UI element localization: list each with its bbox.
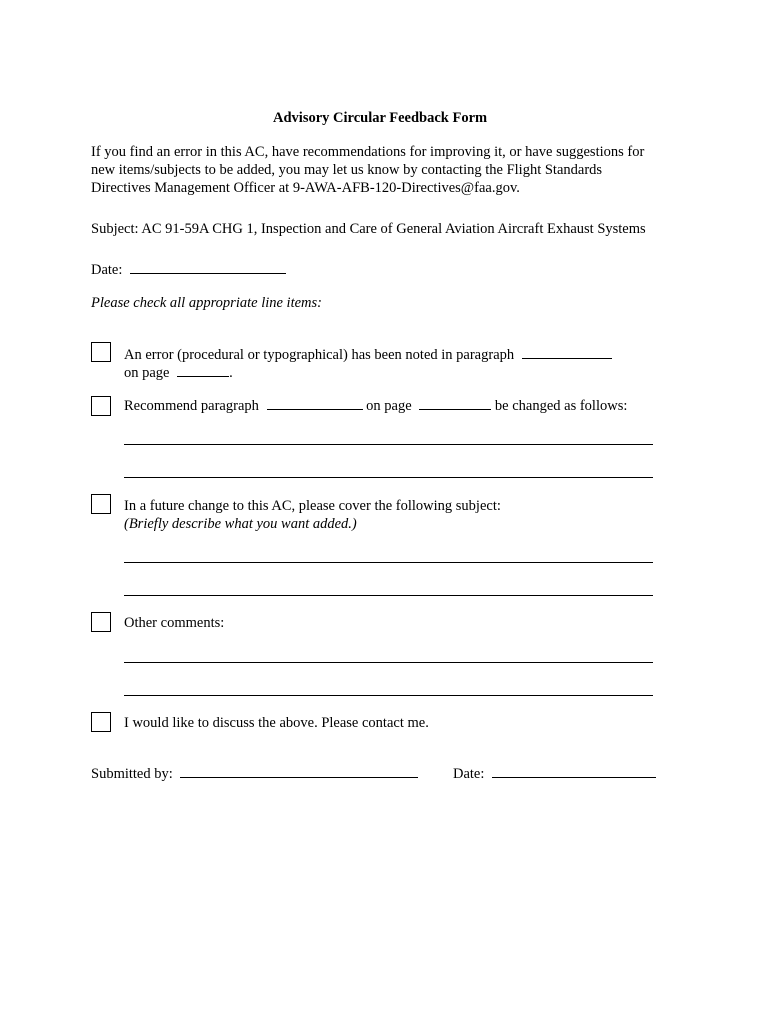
form-title: Advisory Circular Feedback Form (273, 110, 488, 126)
recommend-paragraph-field[interactable] (267, 396, 363, 410)
recommend-page-field[interactable] (419, 396, 491, 410)
item-contact-me: I would like to discuss the above. Please contact me. (124, 715, 429, 731)
submitted-by-row (91, 764, 418, 783)
footer-date-row (453, 764, 656, 783)
checkbox-recommend-change[interactable] (91, 396, 111, 416)
recommend-answer-line-1[interactable] (124, 444, 653, 445)
submitted-by-field[interactable] (180, 764, 418, 778)
item-other-comments: Other comments: (124, 615, 225, 631)
item-recommend-line (124, 396, 627, 415)
intro-line-3: Directives Management Officer at 9-AWA-AFB-120-Directives@faa.gov. (91, 180, 520, 196)
comments-answer-line-1[interactable] (124, 662, 653, 663)
submitted-by-label: Submitted by: (91, 766, 173, 782)
item-recommend-tail: be changed as follows: (494, 398, 628, 414)
item-future-line-2: (Briefly describe what you want added.) (124, 516, 357, 532)
item-recommend-text: Recommend paragraph (124, 398, 259, 414)
intro-line-1: If you find an error in this AC, have recommendations for improving it, or have suggestions for (91, 144, 645, 160)
item-future-line-1: In a future change to this AC, please cover the following subject: (124, 498, 501, 514)
subject-line: Subject: AC 91-59A CHG 1, Inspection and Care of General Aviation Aircraft Exhaust Systems (91, 221, 646, 237)
date-label: Date: (91, 262, 123, 278)
date-row (91, 260, 286, 279)
checkbox-contact-me[interactable] (91, 712, 111, 732)
error-paragraph-field[interactable] (522, 345, 612, 359)
intro-line-2: new items/subjects to be added, you may let us know by contacting the Flight Standards (91, 162, 603, 178)
error-page-field[interactable] (177, 363, 229, 377)
instruction-text: Please check all appropriate line items: (91, 295, 322, 311)
comments-answer-line-2[interactable] (124, 695, 653, 696)
future-answer-line-1[interactable] (124, 562, 653, 563)
date-field[interactable] (130, 260, 286, 274)
item-recommend-page-label: on page (366, 398, 412, 414)
item-error-line-2 (124, 363, 233, 382)
recommend-answer-line-2[interactable] (124, 477, 653, 478)
footer-date-label: Date: (453, 766, 485, 782)
item-error-period: . (229, 365, 233, 381)
item-error-page-label: on page (124, 365, 170, 381)
checkbox-error-noted[interactable] (91, 342, 111, 362)
future-answer-line-2[interactable] (124, 595, 653, 596)
footer-date-field[interactable] (492, 764, 656, 778)
item-error-line-1 (124, 345, 612, 364)
checkbox-future-change[interactable] (91, 494, 111, 514)
checkbox-other-comments[interactable] (91, 612, 111, 632)
item-error-text: An error (procedural or typographical) has been noted in paragraph (124, 347, 515, 363)
